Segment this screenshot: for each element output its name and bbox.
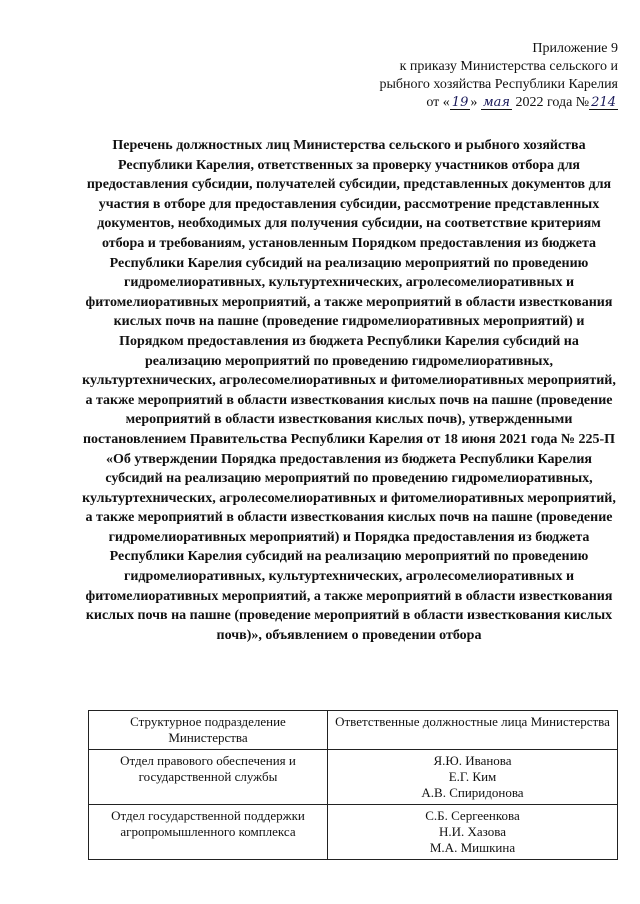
date-year: 2022 года № (515, 95, 590, 110)
official-name: С.Б. Сергеенкова (425, 808, 520, 823)
appendix-line-1: к приказу Министерства сельского и (399, 59, 618, 74)
appendix-date-line (379, 94, 618, 112)
appendix-label: Приложение 9 (532, 41, 618, 56)
official-name: Н.И. Хазова (439, 824, 506, 839)
appendix-header (379, 40, 618, 112)
table-row (89, 805, 618, 860)
officials-cell (328, 805, 618, 860)
date-month: мая (482, 95, 510, 110)
unit-cell: Отдел правового обеспечения и государственной службы (89, 750, 328, 805)
officials-table (88, 710, 618, 860)
officials-cell (328, 750, 618, 805)
unit-cell: Отдел государственной поддержки агропромышленного комплекса (89, 805, 328, 860)
order-number: 214 (591, 95, 616, 110)
date-sep: » (470, 95, 478, 110)
document-title: Перечень должностных лиц Министерства сельского и рыбного хозяйства Республики Карелия, ответственных за проверку участников отбора для предоставления субсидии, получателей субсидии, представленных документов для участия в отборе для предоставления субсидии, рассмотрение представленных документов, необходимых для получения субсидии, на соответствие критериям отбора и требованиям, установленным Порядком предоставления из бюджета Республики Карелия субсидий на реализацию мероприятий по проведению гидромелиоративных, культуртехнических, агролесомелиоративных и фитомелиоративных мероприятий, а также мероприятий в области известкования кислых почв на пашне (проведение гидромелиоративных мероприятий) и Порядком предоставления из бюджета Республики Карелия субсидий на реализацию мероприятий по проведению гидромелиоративных, культуртехнических, агролесомелиоративных и фитомелиоративных мероприятий, а также мероприятий в области известкования кислых почв на пашне (проведение мероприятий в области известкования кислых почв), утвержденными постановлением Правительства Республики Карелия от 18 июня 2021 года № 225-П «Об утверждении Порядка предоставления из бюджета Республики Карелия субсидий на реализацию мероприятий по проведению гидромелиоративных, культуртехнических, агролесомелиоративных и фитомелиоративных мероприятий, а также мероприятий в области известкования кислых почв на пашне (проведение гидромелиоративных мероприятий) и Порядка предоставления из бюджета Республики Карелия субсидий на реализацию мероприятий по проведению гидромелиоративных, культуртехнических, агролесомелиоративных и фитомелиоративных мероприятий, а также мероприятий в области известкования кислых почв на пашне (проведение мероприятий в области известкования кислых почв)», объявлением о проведении отбора (82, 138, 616, 643)
appendix-line-2: рыбного хозяйства Республики Карелия (379, 77, 618, 92)
official-name: А.В. Спиридонова (421, 785, 524, 800)
official-name: Е.Г. Ким (448, 769, 497, 784)
official-name: Я.Ю. Иванова (433, 753, 512, 768)
date-prefix: от « (426, 95, 450, 110)
table-header-row (89, 711, 618, 750)
table-row (89, 750, 618, 805)
header-officials: Ответственные должностные лица Министерства (328, 711, 618, 750)
official-name: М.А. Мишкина (429, 840, 516, 855)
date-day: 19 (451, 95, 469, 110)
header-unit: Структурное подразделение Министерства (89, 711, 328, 750)
